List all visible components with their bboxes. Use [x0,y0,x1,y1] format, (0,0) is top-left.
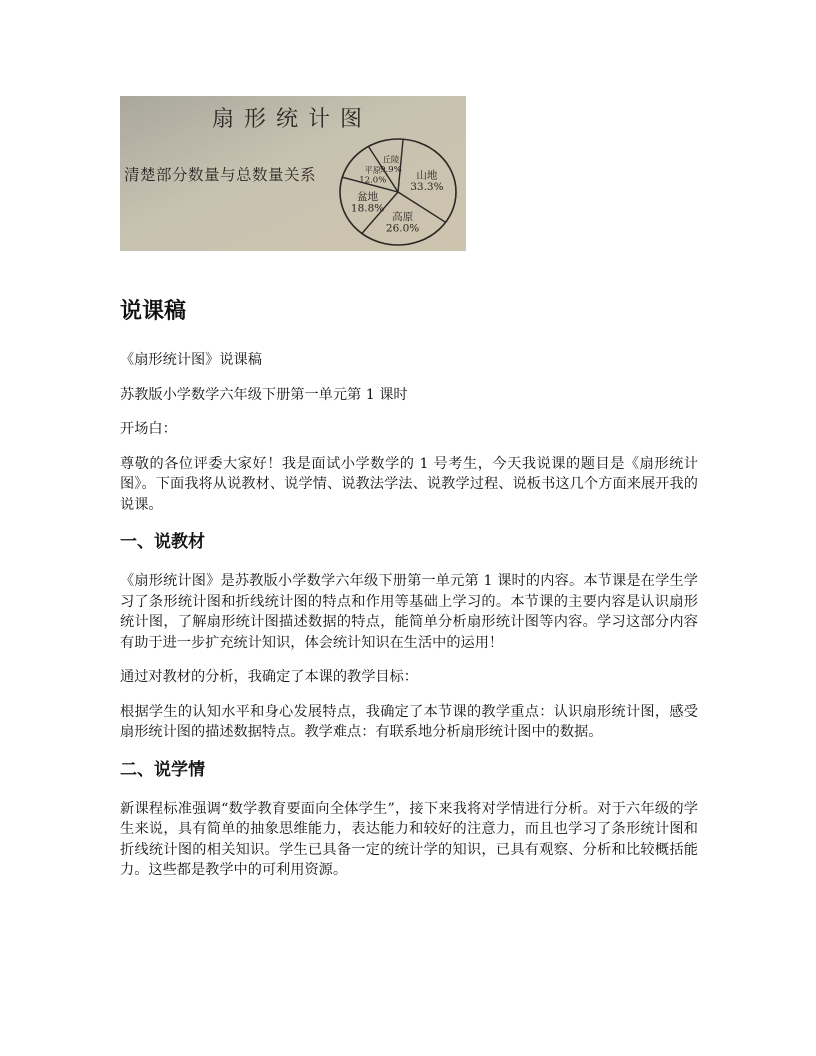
pie-slice-label: 盆地 [357,190,379,203]
paragraph-textbook-info: 苏教版小学数学六年级下册第一单元第 1 课时 [120,386,408,403]
handwritten-title: 扇形统计图 [211,107,373,132]
pie-chart [340,139,456,245]
pie-slice-value-label: 12.0% [359,175,387,186]
document-title: 说课稿 [120,299,187,324]
handwritten-caption: 清楚部分数量与总数量关系 [124,166,317,184]
paragraph-key-points: 根据学生的认知水平和身心发展特点，我确定了本节课的教学重点：认识扇形统计图，感受扇形统计图的描述数据特点。教学难点：有联系地分析扇形统计图中的数据。 [120,703,698,740]
document-body [120,296,698,895]
paragraph-opening: 尊敬的各位评委大家好！我是面试小学数学的 1 号考生，今天我说课的题目是《扇形统计图》。下面我将从说教材、说学情、说教法学法、说教学过程、说板书这几个方面来展开我的说课。 [120,455,698,513]
paragraph-textbook: 《扇形统计图》是苏教版小学数学六年级下册第一单元第 1 课时的内容。本节课是在学生学习了条形统计图和折线统计图的特点和作用等基础上学习的。本节课的主要内容是认识扇形统计图，了解扇形统计图描述数据的特点，能简单分析扇形统计图等内容。学习这部分内容有助于进一步扩充统计知识，体会统计知识在生活中的运用！ [120,573,698,651]
handwritten-pie-chart-photo [120,96,466,251]
paragraph-students: 新课程标准强调“数学教育要面向全体学生”，接下来我将对学情进行分析。对于六年级的学生来说，具有简单的抽象思维能力，表达能力和较好的注意力，而且也学习了条形统计图和折线统计图的相关知识。学生已具备一定的统计学的知识，已具有观察、分析和比较概括能力。这些都是教学中的可利用资源。 [120,800,698,878]
pie-slice-value-label: 26.0% [385,222,420,235]
section-heading-textbook: 一、说教材 [120,532,205,552]
pie-slice-label: 山地 [416,169,438,182]
pie-slice-label: 丘陵 [382,155,400,166]
pie-slice-value-label: 33.3% [410,181,444,194]
pie-slice-value-label: 18.8% [350,202,385,215]
pie-slice-value-label: 9.9% [380,165,402,176]
paragraph-lesson-title: 《扇形统计图》说课稿 [120,352,262,368]
pie-slice-label: 平原 [364,166,382,177]
pie-slice-label: 高原 [392,210,414,223]
paragraph-opening-label: 开场白： [120,421,177,437]
pie-chart-photo-svg [120,96,466,251]
paragraph-goals-intro: 通过对教材的分析，我确定了本课的教学目标： [120,669,418,685]
section-heading-students: 二、说学情 [120,759,205,780]
